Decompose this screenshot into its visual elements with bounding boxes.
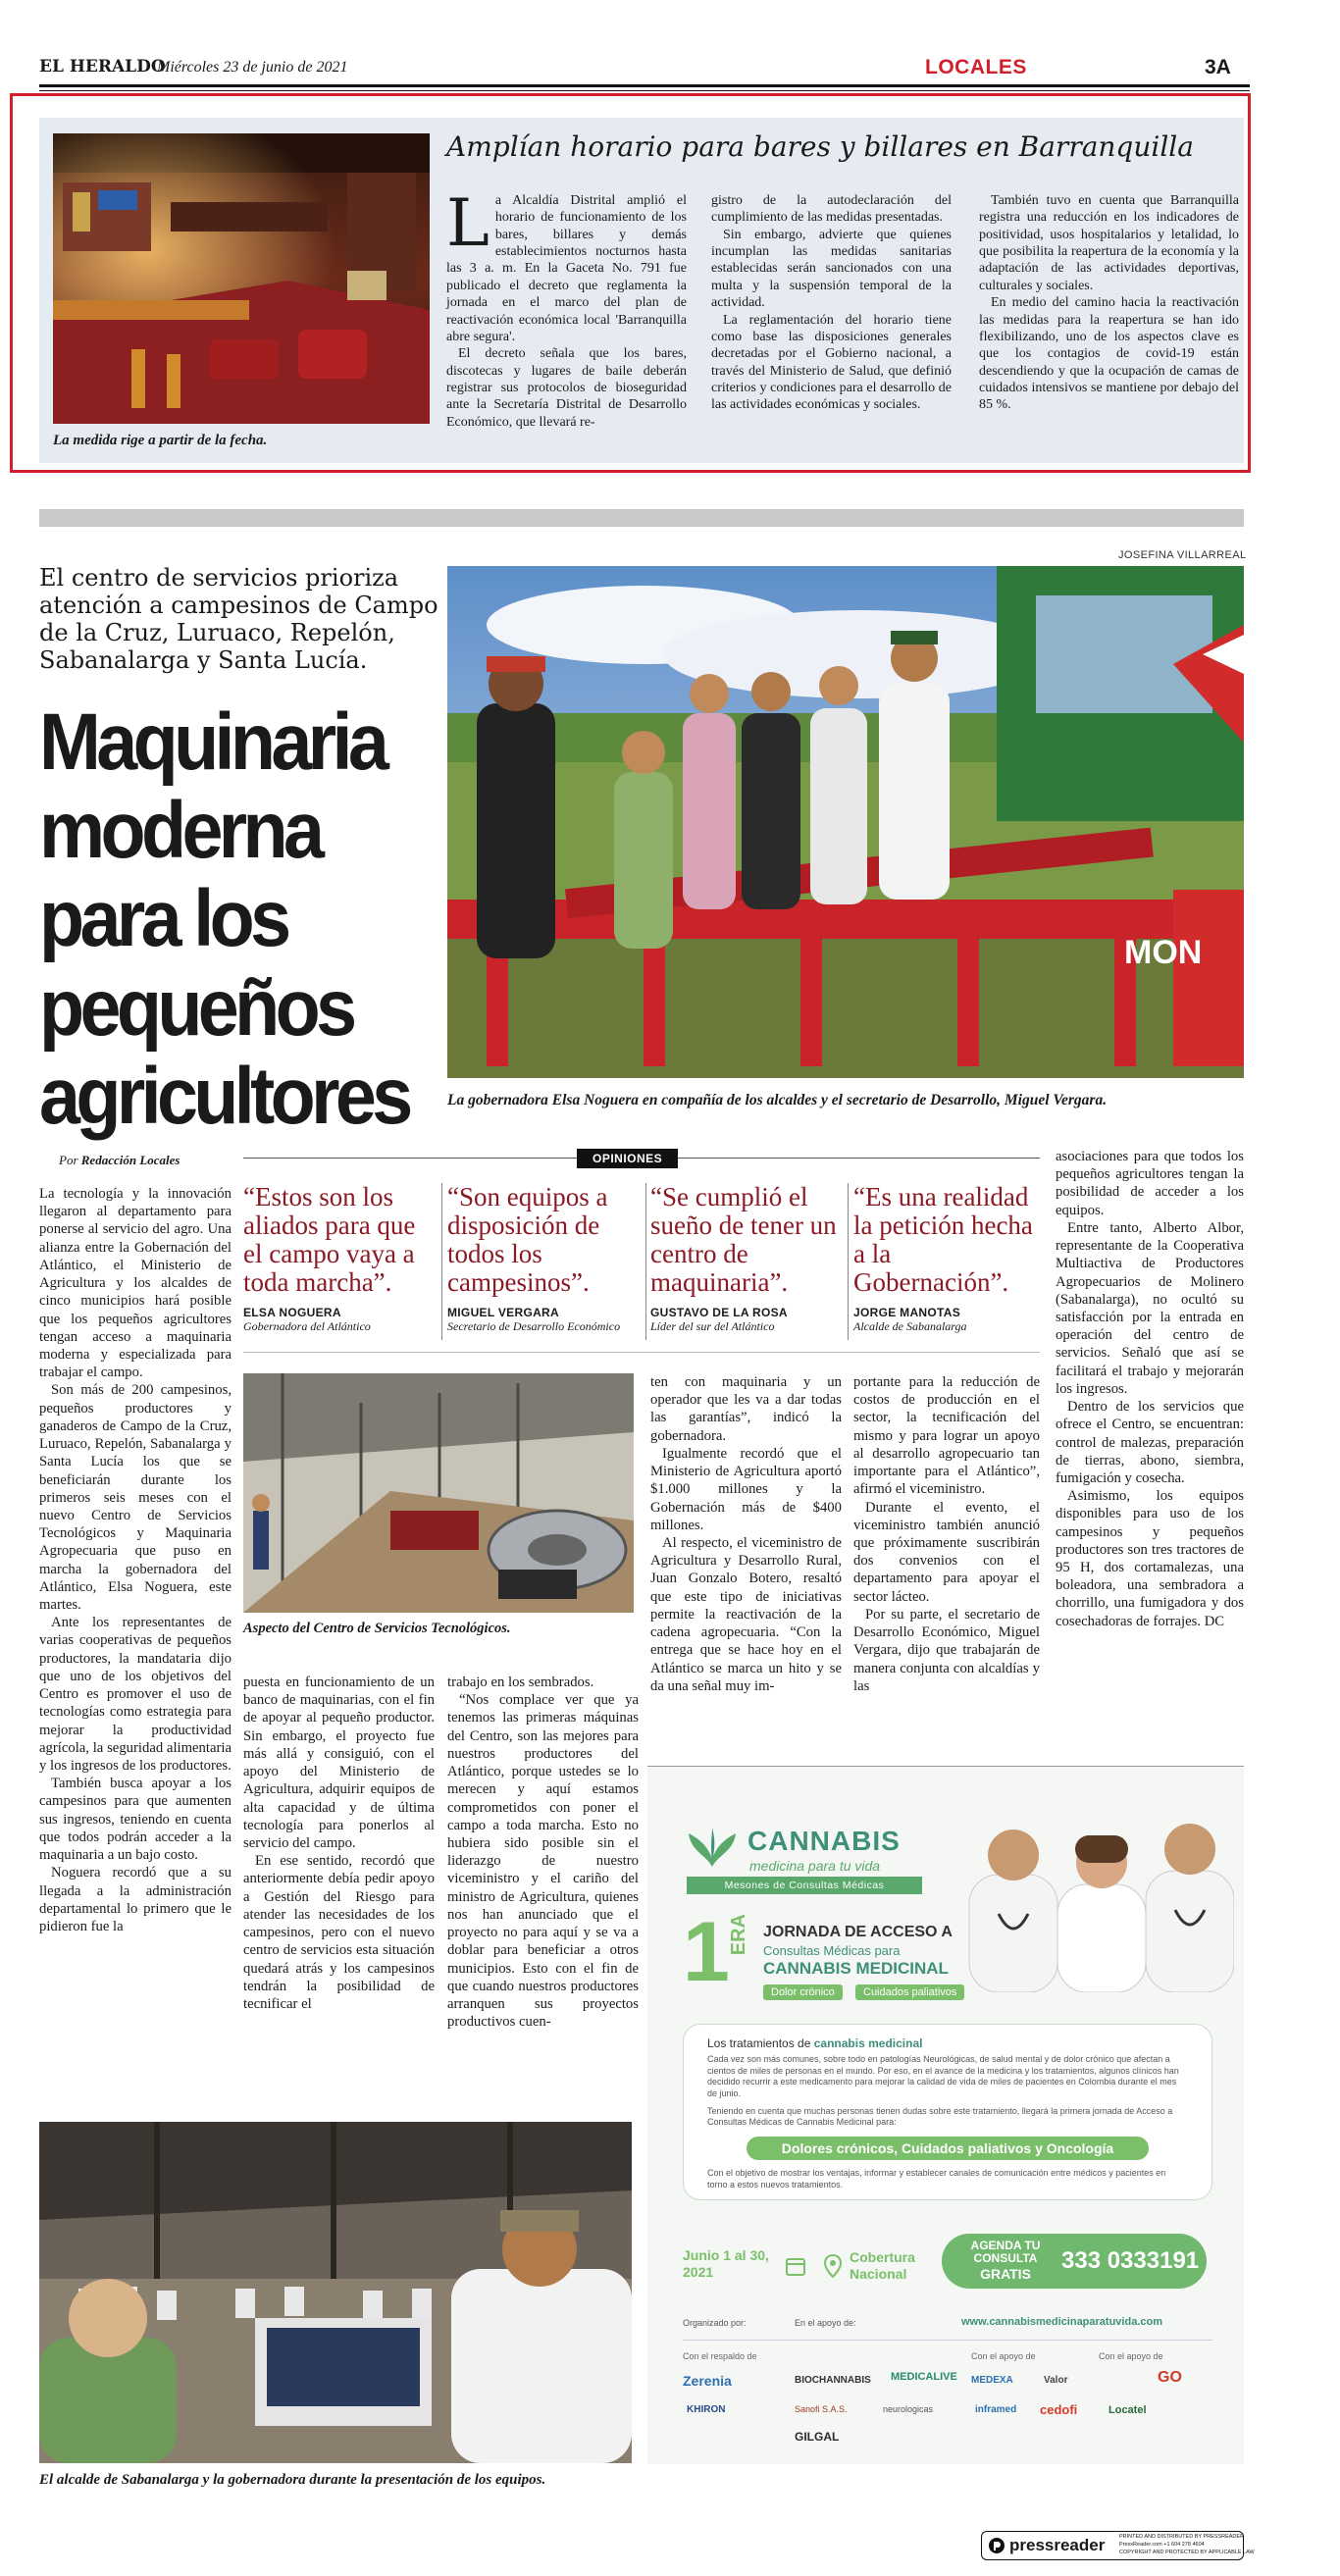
ad-sponsors-label1: Con el respaldo de	[683, 2351, 757, 2361]
footer-line1: PRINTED AND DISTRIBUTED BY PRESSREADER	[1119, 2534, 1245, 2540]
opinion-quote: “Estos son los aliados para que el campo vaya a toda marcha”.	[243, 1182, 416, 1298]
section-label: LOCALES	[925, 56, 1027, 78]
sponsor-logo: BIOCHANNABIS	[795, 2375, 871, 2386]
ad-pill-cuidados: Cuidados paliativos	[855, 1984, 964, 2000]
ad-brand-sub: medicina para tu vida	[749, 1858, 881, 1874]
paragraph: También tuvo en cuenta que Barranquilla registra una reducción en los indicadores de positividad, usos hospitalarios y letalidad, lo que posibilita la reapertura de la economía y la adaptación de las actividades deportivas, culturales y sociales.	[979, 193, 1239, 293]
paragraph: Dentro de los servicios que ofrece el Centro, se encuentran: control de malezas, preparación de tierras, abono, siembra, fumigación y cosecha.	[1056, 1399, 1244, 1486]
top-story-col2	[711, 192, 952, 414]
leaf-icon	[687, 1826, 738, 1869]
paragraph: gistro de la autodeclaración del cumplimiento de las medidas presentadas.	[711, 193, 952, 226]
service-center-caption: Aspecto del Centro de Servicios Tecnológicos.	[243, 1621, 511, 1636]
masthead-date: Miércoles 23 de junio de 2021	[157, 59, 348, 76]
ad-pill-dolor: Dolor crónico	[763, 1984, 843, 2000]
ad-organized: Organizado por:	[683, 2318, 747, 2328]
main-photo-caption: La gobernadora Elsa Noguera en compañía de los alcaldes y el secretario de Desarrollo, Miguel Vergara.	[447, 1092, 1108, 1108]
sponsor-logo: KHIRON	[687, 2404, 726, 2415]
paragraph: Sin embargo, advierte que quienes incumplan las medidas sanitarias establecidas serán sancionados con una multa y la suspensión temporal de la actividad.	[711, 227, 952, 311]
byline-prefix: Por	[59, 1153, 78, 1167]
ad-brand: CANNABIS	[747, 1826, 901, 1856]
paragraph: Por su parte, el secretario de Desarrollo Económico, Miguel Vergara, dijo que trabajarán de manera conjunta con alcaldías y las	[853, 1606, 1040, 1694]
opinion-quote: “Son equipos a disposición de todos los campesinos”.	[447, 1182, 608, 1298]
main-col3	[447, 1674, 639, 2031]
opinion-quote: “Se cumplió el sueño de tener un centro de maquinaria”.	[650, 1182, 837, 1298]
photo-credit: JOSEFINA VILLARREAL	[1118, 549, 1247, 561]
cannabis-ad	[647, 1766, 1244, 2464]
main-col6	[1056, 1148, 1244, 1630]
paragraph: trabajo en los sembrados.	[447, 1674, 594, 1690]
paragraph: asociaciones para que todos los pequeños agricultores tengan la posibilidad de acceder a los equipos.	[1056, 1149, 1244, 1218]
ad-box-title	[707, 2036, 1188, 2050]
top-story-caption: La medida rige a partir de la fecha.	[53, 433, 268, 448]
paragraph: Durante el evento, el viceministro también anunció que próximamente suscribirán dos convenios con el departamento para apoyar el sector lácteo.	[853, 1499, 1040, 1605]
ad-event-number: 1	[683, 1905, 730, 1999]
paragraph: Noguera recordó que a su llegada a la administración departamental lo primero que le pidieron fue la	[39, 1865, 232, 1934]
paragraph: ten con maquinaria y un operador que les va a dar todas las garantías”, indicó la gobernadora.	[650, 1374, 842, 1444]
footer-line2: PressReader.com +1 604 278 4604	[1119, 2542, 1205, 2548]
top-story-headline: Amplían horario para bares y billares en Barranquilla	[446, 130, 1194, 163]
ad-box-text1: Cada vez son más comunes, sobre todo en patologías Neurológicas, de salud mental y de dolor crónico que afectan a cientos de miles de personas en el mundo. Por eso, en el avance de la medicina y los tratamientos, algunos clínicos han decidido recurrir a este medicamento para mejorar la calidad de vida de miles de pacientes en Colombia durante el mes de junio.	[707, 2054, 1179, 2099]
presentation-photo	[39, 2122, 632, 2463]
calendar-icon	[785, 2255, 806, 2277]
ad-event-title1: JORNADA DE ACCESO A	[763, 1924, 953, 1940]
main-col5	[853, 1373, 1040, 1695]
section-separator	[39, 509, 1244, 527]
map-icon	[822, 2253, 844, 2279]
ad-support: En el apoyo de:	[795, 2318, 856, 2328]
warehouse-image	[243, 1373, 634, 1613]
machine-brand-text: MON	[1124, 934, 1203, 971]
sponsor-logo: inframed	[975, 2404, 1017, 2415]
footer-logo: pressreader	[1009, 2536, 1106, 2554]
paragraph: En medio del camino hacia la reactivación las medidas para la reapertura se han ido flexibilizando, uno de los aspectos clave es que los contagios de covid-19 están descendiendo y que la ocupación de camas de cuidados intensivos se mantiene por debajo del 85 %.	[979, 295, 1239, 413]
opinion-2	[447, 1183, 644, 1334]
main-col1	[39, 1185, 232, 1935]
ad-event-title2: Consultas Médicas para	[763, 1943, 901, 1958]
ad-box-title-a: Los tratamientos de	[707, 2036, 811, 2050]
sponsor-logo: Sanofi S.A.S.	[795, 2404, 848, 2414]
ad-box-banner: Dolores crónicos, Cuidados paliativos y Oncología	[747, 2137, 1149, 2160]
page-number: 3A	[1205, 56, 1231, 78]
opinion-quote: “Es una realidad la petición hecha a la Gobernación”.	[853, 1182, 1033, 1298]
ad-event-title3: CANNABIS MEDICINAL	[763, 1959, 949, 1978]
main-col4	[650, 1373, 842, 1695]
header-rule	[39, 84, 1250, 87]
opinion-1	[243, 1183, 435, 1334]
opinion-name: MIGUEL VERGARA	[447, 1305, 559, 1319]
ad-website[interactable]: www.cannabismedicinaparatuvida.com	[961, 2316, 1162, 2328]
machinery-field-image	[447, 566, 1244, 1078]
main-story-headline: Maquinaria moderna para los pequeños agricultores	[39, 697, 409, 1141]
ad-divider	[683, 2340, 1212, 2341]
service-center-photo	[243, 1373, 634, 1613]
doctors-illustration	[959, 1806, 1234, 1992]
paragraph: portante para la reducción de costos de producción en el sector, la tecnificación del mismo y para lograr un apoyo al desarrollo agropecuario tan importante para el Atlántico”, afirmó el viceministro.	[853, 1374, 1040, 1498]
byline	[59, 1153, 180, 1168]
ad-cta[interactable]	[942, 2234, 1207, 2289]
presentation-image	[39, 2122, 632, 2463]
ad-cta-free: GRATIS	[980, 2266, 1031, 2282]
sponsor-logo: GILGAL	[795, 2430, 840, 2444]
paragraph: En ese sentido, recordó que anteriormente debía pedir apoyo a Gestión del Riesgo para atender las necesidades de los campesinos, pero con el nuevo centro de servicios esta situación quedará atrás y los campesinos tendrán la posibilidad de tecnificar el	[243, 1853, 435, 2012]
opinion-name: ELSA NOGUERA	[243, 1305, 341, 1319]
main-story-summary: El centro de servicios prioriza atención a campesinos de Campo de la Cruz, Luruaco, Repelón, Sabanalarga y Santa Lucía.	[39, 564, 438, 675]
sponsor-logo: GO	[1158, 2369, 1182, 2386]
paragraph: Son más de 200 campesinos, pequeños productores y ganaderos de Campo de la Cruz, Luruaco, Repelón, Sabanalarga y Santa Lucía los que se beneficiarán durante los primeros seis meses con el nuevo Centro de Servicios Tecnológicos y Maquinaria Agropecuaria que puso en marcha la gobernadora del Atlántico, Elsa Noguera, este martes.	[39, 1382, 232, 1614]
ad-dates: Junio 1 al 30, 2021	[683, 2247, 769, 2280]
sponsor-logo: MEDEXA	[971, 2375, 1013, 2386]
ad-brand-tag: Mesones de Consultas Médicas	[687, 1877, 922, 1894]
top-story-col1	[446, 185, 687, 431]
top-story-photo	[53, 133, 430, 424]
opinions-label: OPINIONES	[577, 1149, 678, 1168]
opinion-4	[853, 1183, 1040, 1334]
opinion-role: Secretario de Desarrollo Económico	[447, 1318, 621, 1333]
sponsor-logo: Locatel	[1108, 2404, 1147, 2416]
paragraph: La tecnología y la innovación llegaron al departamento para ponerse al servicio del agro. Una alianza entre la Gobernación del Atlántico, el Ministerio de Agricultura y los alcaldes de cinco municipios hará posible que los pequeños agricultores tengan acceso a maquinaria moderna y especializada para trabajar el campo.	[39, 1186, 232, 1381]
opinion-role: Alcalde de Sabanalarga	[853, 1318, 967, 1333]
paragraph: La reglamentación del horario tiene como base las disposiciones generales decretadas por el Gobierno nacional, a través del Ministerio de Salud, que definió criterios y condiciones para el desarrollo de las actividades económicas y sociales.	[711, 312, 952, 413]
byline-author: Redacción Locales	[80, 1153, 180, 1167]
paragraph: El decreto señala que los bares, discotecas y lugares de baile deberán registrar sus protocolos de bioseguridad ante la Secretaría Distrital de Desarrollo Económico, que llevará re-	[446, 346, 687, 430]
opinion-name: JORGE MANOTAS	[853, 1305, 961, 1319]
bar-interior-image	[53, 133, 430, 424]
ad-box-title-b: cannabis medicinal	[813, 2036, 923, 2050]
ad-phone: 333 0333191	[1061, 2247, 1200, 2274]
main-col2	[243, 1674, 435, 2013]
opinion-divider	[848, 1183, 849, 1340]
ad-box-text3: Con el objetivo de mostrar los ventajas, informar y establecer canales de comunicación entre médicos y pacientes en torno a estos nuevos tratamientos.	[707, 2168, 1166, 2190]
ad-box-text2: Teniendo en cuenta que muchas personas tienen dudas sobre este tratamiento, llegará la primera jornada de Acceso a Consultas Médicas de Cannabis Medicinal para:	[707, 2105, 1173, 2128]
footer-pressreader	[981, 2531, 1255, 2560]
paragraph: “Nos complace ver que ya tenemos las primeras máquinas del Centro, son las mejores para nuestros productores del Atlántico, porque ustedes se lo merecen y aquí estamos comprometidos con poner el campo a toda marcha. Esto no hubiera sido posible sin el liderazgo de nuestro viceministro y el cariño del ministro de Agricultura, quienes nos han anunciado que el proyecto no para aquí y se va a doblar para beneficiar a otros municipios. Esto con el fin de que cuando nuestros productores arranquen sus proyectos productivos cuen-	[447, 1692, 639, 2031]
sponsor-logo: Valor	[1044, 2375, 1068, 2386]
top-story-col3	[979, 192, 1239, 414]
paragraph: Ante los representantes de varias cooperativas de pequeños productores, la mandataria dijo que uno de los objetivos del Centro es promover el uso de tecnologías como estrategia para mejorar la productividad agrícola, la seguridad alimentaria y los ingresos de los productores.	[39, 1615, 232, 1774]
ad-sponsors-label2: Con el apoyo de	[971, 2351, 1036, 2361]
paragraph: Asimismo, los equipos disponibles para uso de los campesinos y pequeños productores son tres tractores de 95 H, dos cortamalezas, una boleadora, una sembradora a chorrillo, una fumigadora y dos cosechadoras de forrajes. DC	[1056, 1488, 1244, 1629]
ad-coverage: Cobertura Nacional	[850, 2249, 915, 2282]
ad-event-suffix: ERA	[728, 1914, 749, 1956]
paragraph: Al respecto, el viceministro de Agricultura y Desarrollo Rural, Juan Gonzalo Botero, resaltó que este tipo de iniciativas permite la reactivación de la cadena agropecuaria. “Con la entrega que se hace hoy en el Atlántico se marca un hito y se da una señal muy im-	[650, 1534, 842, 1694]
sponsor-logo: Zerenia	[683, 2373, 732, 2389]
sponsor-logo: neurologicas	[883, 2404, 934, 2414]
opinion-role: Líder del sur del Atlántico	[650, 1318, 775, 1333]
pressreader-icon	[988, 2537, 1005, 2554]
opinion-name: GUSTAVO DE LA ROSA	[650, 1305, 788, 1319]
opinion-3	[650, 1183, 842, 1334]
masthead-brand: EL HERALDO	[39, 57, 166, 77]
paragraph: a Alcaldía Distrital amplió el horario de funcionamiento de los bares, billares y demás establecimientos nocturnos hasta las 3 a. m. En la Gaceta No. 791 fue publicado el decreto que reglamenta la jornada en el marco del plan de reactivación económica local 'Barranquilla abre segura'.	[446, 193, 687, 344]
dropcap: L	[446, 185, 490, 261]
opinion-divider	[645, 1183, 646, 1340]
ad-cta-label: AGENDA TU CONSULTA	[970, 2239, 1041, 2266]
sponsor-logo: MEDICALIVE	[891, 2371, 957, 2383]
footer-line3: COPYRIGHT AND PROTECTED BY APPLICABLE LAW	[1119, 2550, 1255, 2555]
opinion-divider	[441, 1183, 442, 1340]
opinion-role: Gobernadora del Atlántico	[243, 1318, 371, 1333]
presentation-caption: El alcalde de Sabanalarga y la gobernadora durante la presentación de los equipos.	[39, 2472, 546, 2488]
sponsor-logo: cedofi	[1040, 2402, 1078, 2417]
ad-doctors-image	[959, 1806, 1234, 1992]
header-rule-thin	[39, 90, 1250, 91]
ad-sponsors-label3: Con el apoyo de	[1099, 2351, 1163, 2361]
paragraph: Entre tanto, Alberto Albor, representante de la Cooperativa Multiactiva de Productores Agropecuarios de Molinero (Sabanalarga), no ocultó su satisfacción por la entrada en operación del centro de servicios. Señaló que así se facilitará el trabajo y mejorarán los ingresos.	[1056, 1219, 1244, 1397]
ad-info-box	[683, 2024, 1212, 2200]
paragraph: También busca apoyar a los campesinos para que aumenten sus ingresos, teniendo en cuenta que todos podrán acceder a la maquinaria a un bajo costo.	[39, 1776, 232, 1864]
paragraph: Igualmente recordó que el Ministerio de Agricultura aportó $1.000 millones y la Gobernación más de $400 millones.	[650, 1445, 842, 1533]
paragraph: puesta en funcionamiento de un banco de maquinarias, con el fin de apoyar al pequeño productor. Sin embargo, el proyecto fue más allá y consiguió, con el apoyo del Ministerio de Agricultura, adquirir equipos de alta capacidad y de última tecnología para ponerlos al servicio del campo.	[243, 1674, 435, 1851]
main-story-photo	[447, 566, 1244, 1078]
opinions-bottom-rule	[243, 1352, 1040, 1353]
